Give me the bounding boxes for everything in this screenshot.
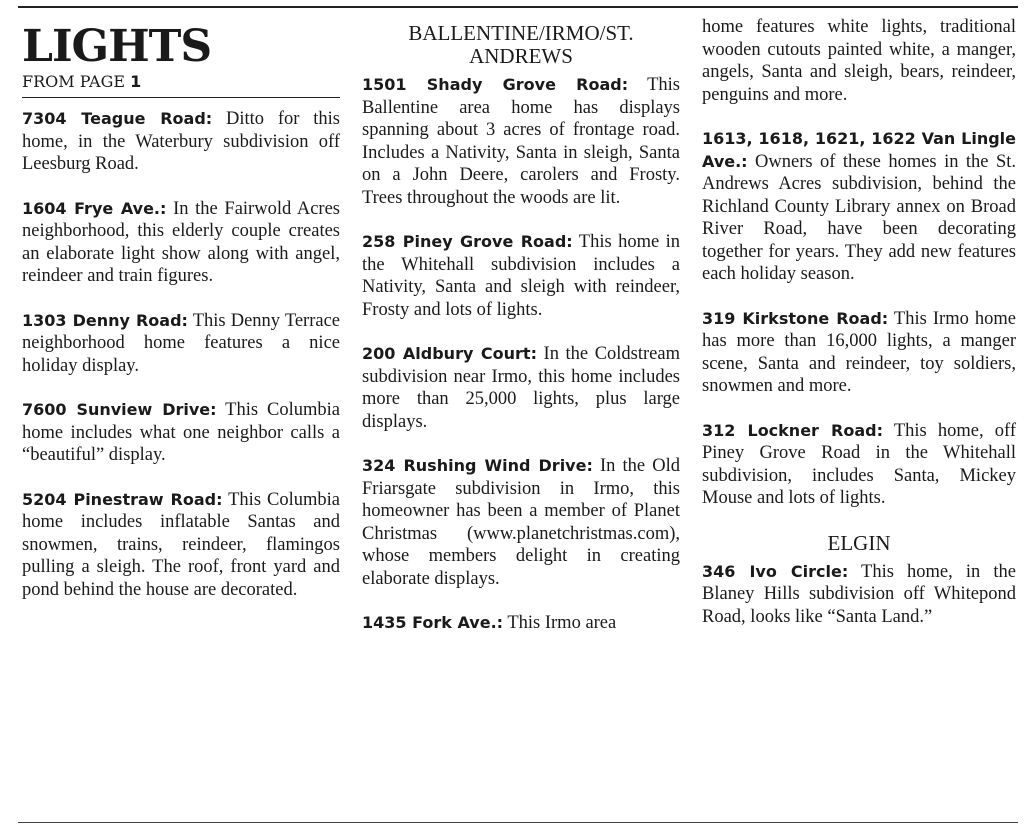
listing-entry [22,108,340,176]
listing-entry [362,74,680,209]
entry-text: This Irmo home has more than 16,000 lights, a manger scene, Santa and reindeer, toy soldiers, snowmen and more. [702,308,1016,396]
entry-address: 312 Lockner Road: [702,420,884,440]
listing-entry [362,231,680,321]
entry-text: Owners of these homes in the St. Andrews Acres subdivision, behind the Richland County Library annex on Broad River Road, have been decorating together for years. They add new features each holiday season. [702,151,1016,284]
entry-text: This home in the Whitehall subdivision includes a Nativity, Santa and sleigh with reindeer, Frosty and lots of lights. [362,232,681,320]
entry-address: 346 Ivo Circle: [702,561,849,581]
column-3 [702,10,1016,650]
entry-address: 1435 Fork Ave.: [362,613,504,632]
entry-text: This Columbia home includes what one neighbor calls a “beautiful” display. [22,400,341,465]
entry-text: home features white lights, traditional wooden cutouts painted white, a manger, angels, Santa and sleigh, bears, reindeer, penguins and more. [702,17,1016,105]
top-rule [18,6,1018,8]
bottom-rule [18,822,1018,823]
entry-address: 5204 Pinestraw Road: [22,489,223,509]
listing-entry [702,308,1016,398]
listing-entry [362,343,680,433]
entry-text: This Denny Terrace neighborhood home features a nice holiday display. [22,310,340,376]
from-label: FROM PAGE [22,72,126,91]
entry-text: This Ballentine area home has displays spanning about 3 acres of frontage road. Includes a Nativity, Santa in sleigh, Santa on a John Deere, carolers and Frosty. Trees throughout the woods are lit. [362,75,681,208]
listing-entry [22,310,340,378]
entry-address: 1303 Denny Road: [22,310,188,330]
listing-entry [702,561,1016,629]
entry-address: 324 Rushing Wind Drive: [362,456,593,475]
listing-entry [362,612,680,635]
article-title: LIGHTS [22,21,212,72]
entry-text: In the Old Friarsgate subdivision in Irmo, this homeowner has been a member of Planet Christmas (www.planetchristmas.com), whose members delight in creating elaborate displays. [362,456,681,589]
listing-entry [702,128,1016,286]
listing-entry [22,198,340,288]
entry-text: This home, off Piney Grove Road in the Whitehall subdivision, includes Santa, Mickey Mouse and lots of lights. [702,420,1016,508]
section-heading: BALLENTINE/IRMO/ST. ANDREWS [408,21,634,68]
entry-text: In the Coldstream subdivision near Irmo, this home includes more than 25,000 lights, plus large displays. [362,344,680,432]
continuation-line [22,72,340,98]
listing-entry [22,399,340,467]
entry-address: 1613, 1618, 1621, 1622 Van Lingle Ave.: [702,129,1016,171]
listing-entry [22,489,340,602]
entry-text: This Columbia home includes inflatable Santas and snowmen, trains, reindeer, flamingos pulling a sleigh. The roof, front yard and pond behind the house are decorated. [22,489,340,600]
from-page-number: 1 [130,72,142,91]
section-heading-elgin: ELGIN [827,530,891,555]
entry-text: Ditto for this home, in the Waterbury subdivision off Leesburg Road. [22,109,340,174]
entry-address: 7600 Sunview Drive: [22,400,217,419]
listing-entry-continued [702,16,1016,106]
entry-text: This home, in the Blaney Hills subdivision off Whitepond Road, looks like “Santa Land.” [702,561,1017,627]
entry-address: 1604 Frye Ave.: [22,198,167,218]
listing-entry [362,455,680,590]
entry-address: 319 Kirkstone Road: [702,308,889,328]
entry-text: This Irmo area [503,613,617,633]
entry-address: 200 Aldbury Court: [362,344,537,363]
entry-address: 7304 Teague Road: [22,109,213,128]
column-2 [362,10,680,657]
entry-text: In the Fairwold Acres neighborhood, this elderly couple creates an elaborate light show along with angel, reindeer and train figures. [22,198,340,286]
entry-address: 1501 Shady Grove Road: [362,75,629,94]
column-1 [22,10,340,623]
listing-entry [702,420,1016,510]
entry-address: 258 Piney Grove Road: [362,232,573,251]
